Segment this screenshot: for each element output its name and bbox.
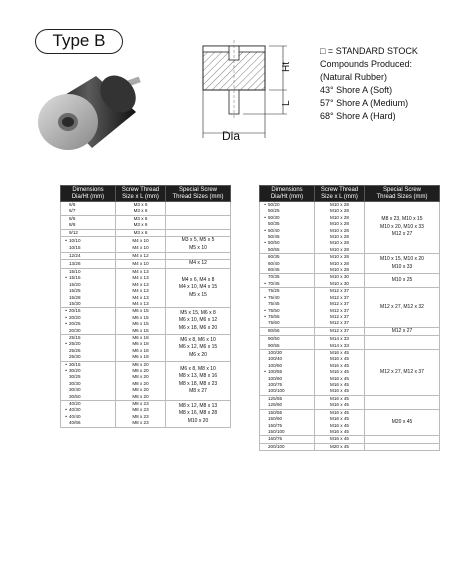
screw-size-value: M6 x 15	[132, 314, 149, 320]
special-thread-cell: M10 x 25	[365, 274, 440, 288]
left-specs-table	[60, 185, 231, 428]
dimension-value: 60/40	[268, 260, 280, 266]
table-row	[61, 268, 231, 307]
dimension-value: 50/55	[268, 246, 280, 252]
dimension-value: 40/66	[69, 420, 81, 426]
special-thread-cell: M12 x 27	[365, 327, 440, 336]
stock-info	[320, 45, 418, 123]
special-thread-cell	[365, 443, 440, 450]
dimension-value: • 20/20	[63, 315, 114, 321]
dimension-value: 90/50	[268, 336, 280, 342]
dimension-value: 30/30	[69, 380, 81, 386]
special-thread-cell: M6 x 8, M8 x 10 M8 x 13, M8 x 16 M8 x 18, M8 x 23 M8 x 27	[166, 361, 231, 400]
header-screw-thread: Screw Thread Size x L (mm)	[315, 186, 365, 202]
table-row	[61, 401, 231, 428]
dimension-value: • 10/10	[63, 238, 114, 244]
special-thread-cell: M4 x 6, M4 x 8 M4 x 10, M4 x 15 M5 x 15	[166, 268, 231, 307]
diameter-label: Dia	[222, 129, 241, 143]
dimension-value: • 20/25	[63, 321, 114, 327]
table-row	[61, 229, 231, 236]
screw-size-value: M6 x 18	[132, 335, 149, 340]
dimension-value: 6/6	[69, 202, 76, 207]
screw-size-value: M3 x 6	[133, 208, 148, 214]
screw-size-cell	[116, 202, 166, 216]
dimension-value: 150/60	[268, 416, 283, 422]
dimension-value: • 20/15	[63, 308, 114, 314]
screw-size-cell	[116, 401, 166, 428]
dimension-value: • 30/20	[63, 368, 114, 374]
screw-size-value: M6 x 15	[132, 321, 149, 327]
header-dimensions: Dimensions Dia/Ht (mm)	[61, 186, 116, 202]
table-row	[260, 254, 440, 274]
dimension-value: • 50/50	[262, 240, 313, 246]
screw-size-value: M16 x 45	[330, 382, 349, 388]
dimension-value: 30/40	[69, 387, 81, 393]
dimension-value: • 40/30	[63, 407, 114, 413]
screw-size-value: M10 x 30	[330, 274, 349, 280]
screw-size-value: M16 x 45	[330, 402, 349, 408]
dimensions-cell	[61, 229, 116, 236]
table-row	[260, 288, 440, 327]
screw-size-value: M16 x 45	[330, 362, 349, 368]
dimension-value: 15/20	[69, 281, 81, 287]
dimension-value: 8/8	[69, 222, 76, 228]
screw-size-value: M10 x 30	[330, 280, 349, 286]
screw-size-value: M14 x 33	[330, 342, 349, 348]
dimension-value: 20/30	[69, 327, 81, 333]
dimensions-cell	[260, 288, 315, 327]
dimensions-cell	[260, 409, 315, 436]
dimension-value: • 75/50	[262, 308, 313, 314]
table-row	[260, 436, 440, 443]
dimension-value: 80/66	[268, 328, 280, 334]
standard-stock-bullet-icon: •	[65, 413, 67, 419]
screw-size-value: M12 x 37	[330, 313, 349, 319]
rubber-mount-photo	[32, 64, 144, 156]
header-special-thread: Special Screw Thread Sizes (mm)	[166, 186, 231, 202]
dimension-value: 40/20	[69, 401, 81, 407]
screw-size-value: M4 x 13	[132, 294, 149, 300]
screw-size-value: M4 x 10	[132, 260, 149, 266]
info-line: □ = STANDARD STOCK	[320, 46, 418, 56]
screw-size-value: M16 x 45	[330, 350, 349, 356]
special-thread-cell	[166, 215, 231, 229]
table-row	[260, 202, 440, 254]
screw-size-value: M8 x 20	[132, 361, 149, 367]
info-line: Compounds Produced:	[320, 59, 413, 69]
screw-size-value: M6 x 18	[132, 341, 149, 347]
screw-size-value: M12 x 37	[330, 294, 349, 300]
dimensions-cell	[260, 443, 315, 450]
screw-size-cell	[116, 229, 166, 236]
screw-size-value: M4 x 13	[132, 281, 149, 287]
screw-size-value: M20 x 45	[330, 443, 349, 449]
standard-stock-bullet-icon: •	[264, 240, 266, 246]
screw-size-value: M4 x 13	[132, 300, 149, 306]
dimension-value: • 30/15	[63, 362, 114, 368]
dimensions-cell	[260, 327, 315, 336]
screw-size-cell	[116, 361, 166, 400]
screw-size-value: M8 x 20	[132, 368, 149, 374]
dimensions-cell	[260, 350, 315, 396]
dimension-value: 125/55	[268, 395, 283, 401]
special-thread-cell	[166, 253, 231, 260]
screw-size-value: M10 x 28	[330, 240, 349, 246]
dimensions-cell	[260, 395, 315, 409]
screw-size-value: M16 x 45	[330, 416, 349, 422]
special-thread-cell: M3 x 5, M5 x 5 M5 x 10	[166, 237, 231, 253]
table-row	[61, 260, 231, 269]
right-specs-table	[259, 185, 440, 451]
standard-stock-bullet-icon: •	[264, 214, 266, 220]
special-thread-cell	[166, 202, 231, 216]
standard-stock-bullet-icon: •	[264, 227, 266, 233]
screw-size-value: M8 x 23	[132, 401, 149, 407]
dimension-value: 25/15	[69, 335, 81, 340]
dimension-value: 9/12	[69, 229, 78, 235]
dimension-value: 150/75	[268, 422, 283, 428]
screw-size-cell	[315, 288, 365, 327]
dimension-value: 100/40	[268, 356, 283, 362]
dimensions-cell	[61, 202, 116, 216]
screw-size-cell	[315, 436, 365, 443]
screw-size-value: M4 x 10	[132, 244, 149, 250]
screw-size-value: M3 x 6	[133, 229, 148, 235]
standard-stock-bullet-icon: •	[65, 308, 67, 314]
standard-stock-bullet-icon: •	[65, 275, 67, 281]
screw-size-value: M8 x 20	[132, 374, 149, 380]
special-thread-cell: M10 x 15, M10 x 20 M10 x 33	[365, 254, 440, 274]
screw-size-value: M4 x 13	[132, 288, 149, 294]
table-row	[61, 253, 231, 260]
dimension-value: 100/30	[268, 350, 283, 356]
screw-size-value: M12 x 37	[330, 307, 349, 313]
screw-size-value: M10 x 28	[330, 267, 349, 273]
table-row	[61, 308, 231, 335]
screw-size-value: M8 x 20	[132, 380, 149, 386]
screw-size-cell	[116, 215, 166, 229]
dimension-value: • 50/20	[262, 202, 313, 208]
screw-size-cell	[116, 253, 166, 260]
dimension-value: 10/15	[69, 244, 81, 250]
screw-size-value: M16 x 45	[330, 422, 349, 428]
screw-size-cell	[116, 260, 166, 269]
dimension-value: 150/100	[268, 428, 285, 434]
screw-size-cell	[315, 443, 365, 450]
screw-size-value: M8 x 23	[132, 413, 149, 419]
standard-stock-bullet-icon: •	[264, 307, 266, 313]
dimensions-cell	[260, 436, 315, 443]
standard-stock-bullet-icon: •	[65, 407, 67, 413]
screw-size-value: M3 x 6	[133, 215, 148, 221]
screw-size-value: M10 x 28	[330, 208, 349, 214]
dimension-value: • 15/15	[63, 275, 114, 281]
dimension-value: 6/7	[69, 208, 76, 214]
screw-size-value: M16 x 45	[330, 409, 349, 415]
screw-size-value: M16 x 45	[330, 356, 349, 362]
dimension-value: • 50/40	[262, 228, 313, 234]
header-screw-thread: Screw Thread Size x L (mm)	[116, 186, 166, 202]
screw-size-cell	[315, 350, 365, 396]
screw-size-value: M8 x 20	[132, 393, 149, 399]
table-row	[260, 443, 440, 450]
dimensions-cell	[260, 336, 315, 350]
dimensions-cell	[260, 254, 315, 274]
dimension-value: • 75/55	[262, 314, 313, 320]
table-row	[260, 409, 440, 436]
dimension-value: 50/45	[268, 234, 280, 240]
dimension-value: 15/10	[69, 268, 81, 274]
screw-size-cell	[315, 274, 365, 288]
dimensions-cell	[61, 335, 116, 362]
info-line: (Natural Rubber)	[320, 72, 388, 82]
standard-stock-bullet-icon: •	[65, 314, 67, 320]
screw-size-value: M12 x 37	[330, 328, 349, 334]
screw-size-value: M10 x 28	[330, 246, 349, 252]
dimension-value: 30/25	[69, 374, 81, 380]
dimension-value: 160/75	[268, 436, 283, 442]
screw-size-value: M6 x 15	[132, 308, 149, 314]
screw-size-value: M10 x 28	[330, 254, 349, 260]
dimension-value: 13/26	[69, 260, 81, 266]
dimensions-cell	[61, 401, 116, 428]
screw-size-value: M14 x 33	[330, 336, 349, 342]
dimension-value: 8/6	[69, 215, 76, 221]
dimension-value: 75/25	[268, 288, 280, 294]
standard-stock-bullet-icon: •	[264, 294, 266, 300]
screw-size-value: M3 x 6	[133, 222, 148, 228]
table-row	[61, 335, 231, 362]
special-thread-cell: M12 x 27, M12 x 37	[365, 350, 440, 396]
screw-size-value: M4 x 10	[132, 238, 149, 244]
screw-size-cell	[315, 395, 365, 409]
screw-size-value: M12 x 37	[330, 301, 349, 307]
screw-size-value: M10 x 28	[330, 227, 349, 233]
table-row	[61, 361, 231, 400]
standard-stock-bullet-icon: •	[264, 313, 266, 319]
screw-size-cell	[315, 336, 365, 350]
dimension-value: 75/60	[268, 320, 280, 326]
header-special-thread: Special Screw Thread Sizes (mm)	[365, 186, 440, 202]
info-line: 57° Shore A (Medium)	[320, 98, 409, 108]
table-row	[260, 350, 440, 396]
screw-size-value: M10 x 28	[330, 202, 349, 207]
dimension-value: 15/30	[69, 300, 81, 306]
special-thread-cell: M8 x 23, M10 x 15 M10 x 20, M10 x 33 M12 x 27	[365, 202, 440, 254]
dimension-value: • 40/40	[63, 414, 114, 420]
screw-size-cell	[315, 254, 365, 274]
dimensions-cell	[260, 274, 315, 288]
standard-stock-bullet-icon: •	[65, 321, 67, 327]
dimensions-cell	[61, 361, 116, 400]
screw-size-value: M3 x 6	[133, 202, 148, 207]
screw-size-value: M8 x 20	[132, 387, 149, 393]
dimensions-cell	[61, 268, 116, 307]
screw-size-value: M16 x 45	[330, 428, 349, 434]
standard-stock-bullet-icon: •	[264, 369, 266, 375]
dimensions-cell	[61, 260, 116, 269]
mount-dimension-drawing	[193, 38, 305, 156]
dimension-value: 30/50	[69, 393, 81, 399]
dimension-value: 15/25	[69, 288, 81, 294]
special-thread-cell: M6 x 8, M6 x 10 M6 x 12, M6 x 15 M6 x 20	[166, 335, 231, 362]
screw-size-cell	[116, 237, 166, 253]
screw-size-cell	[315, 409, 365, 436]
dimension-value: 15/28	[69, 294, 81, 300]
screw-size-value: M10 x 28	[330, 221, 349, 227]
standard-stock-bullet-icon: •	[65, 341, 67, 347]
table-row	[260, 395, 440, 409]
standard-stock-bullet-icon: •	[65, 361, 67, 367]
dimension-value: 25/30	[69, 354, 81, 360]
screw-size-value: M10 x 28	[330, 234, 349, 240]
dimension-value: 200/100	[268, 443, 285, 449]
special-thread-cell: M20 x 45	[365, 409, 440, 436]
special-thread-cell	[365, 395, 440, 409]
screw-size-value: M12 x 37	[330, 320, 349, 326]
dimension-value: 100/50	[268, 362, 283, 368]
screw-size-value: M10 x 28	[330, 214, 349, 220]
screw-size-value: M10 x 28	[330, 260, 349, 266]
dimension-value: • 70/45	[262, 281, 313, 287]
screw-size-value: M6 x 18	[132, 347, 149, 353]
screw-size-value: M16 x 45	[330, 436, 349, 442]
screw-size-value: M16 x 45	[330, 369, 349, 375]
screw-size-value: M12 x 37	[330, 288, 349, 294]
dimension-value: 125/60	[268, 402, 283, 408]
dimensions-cell	[61, 215, 116, 229]
special-thread-cell	[166, 229, 231, 236]
dimension-value: 50/35	[268, 221, 280, 227]
standard-stock-bullet-icon: •	[65, 368, 67, 374]
screw-size-value: M6 x 18	[132, 354, 149, 360]
dimension-value: • 100/55	[262, 369, 313, 375]
dimension-value: 60/45	[268, 267, 280, 273]
dimensions-cell	[61, 237, 116, 253]
info-line: 43° Shore A (Soft)	[320, 85, 393, 95]
table-row	[260, 274, 440, 288]
screw-size-value: M16 x 45	[330, 388, 349, 394]
dimension-value: 75/45	[268, 301, 280, 307]
screw-size-value: M8 x 23	[132, 420, 149, 426]
standard-stock-bullet-icon: •	[264, 202, 266, 207]
product-type-label: Type B	[35, 29, 123, 54]
dimension-value: 90/55	[268, 342, 280, 348]
dimension-value: 25/25	[69, 347, 81, 353]
screw-size-value: M16 x 45	[330, 375, 349, 381]
dimension-value: 150/55	[268, 409, 283, 415]
table-row	[260, 336, 440, 350]
table-row	[61, 215, 231, 229]
screw-size-value: M4 x 13	[132, 275, 149, 281]
screw-size-value: M6 x 15	[132, 327, 149, 333]
screw-size-value: M8 x 23	[132, 407, 149, 413]
special-thread-cell	[365, 436, 440, 443]
screw-size-value: M4 x 12	[132, 253, 149, 259]
height-label: Ht	[281, 62, 292, 72]
dimension-value: 70/35	[268, 274, 280, 280]
screw-size-cell	[315, 202, 365, 254]
screw-size-cell	[116, 335, 166, 362]
screw-size-cell	[315, 327, 365, 336]
special-thread-cell	[365, 336, 440, 350]
standard-stock-bullet-icon: •	[65, 238, 67, 244]
screw-size-value: M4 x 13	[132, 268, 149, 274]
dimension-value: 12/24	[69, 253, 81, 259]
dimension-value: 100/60	[268, 375, 283, 381]
screw-size-value: M16 x 45	[330, 395, 349, 401]
special-thread-cell: M4 x 12	[166, 260, 231, 269]
dimension-value: • 50/30	[262, 215, 313, 221]
special-thread-cell: M12 x 27, M12 x 32	[365, 288, 440, 327]
dimensions-cell	[260, 202, 315, 254]
header-dimensions: Dimensions Dia/Ht (mm)	[260, 186, 315, 202]
table-row	[61, 202, 231, 216]
table-row	[61, 237, 231, 253]
dimension-value: • 25/20	[63, 341, 114, 347]
special-thread-cell: M5 x 15, M6 x 8 M6 x 10, M6 x 12 M6 x 18, M6 x 20	[166, 308, 231, 335]
dimension-value: 60/35	[268, 254, 280, 260]
table-row	[260, 327, 440, 336]
screw-size-cell	[116, 308, 166, 335]
special-thread-cell: M8 x 12, M8 x 13 M8 x 16, M8 x 28 M10 x 20	[166, 401, 231, 428]
dimensions-cell	[61, 253, 116, 260]
screw-size-cell	[116, 268, 166, 307]
dimension-value: • 75/40	[262, 295, 313, 301]
dimension-value: 100/75	[268, 382, 283, 388]
length-label: L	[281, 100, 292, 106]
dimension-value: 50/25	[268, 208, 280, 214]
info-line: 68° Shore A (Hard)	[320, 111, 396, 121]
dimensions-cell	[61, 308, 116, 335]
dimension-value: 100/100	[268, 388, 285, 394]
standard-stock-bullet-icon: •	[264, 280, 266, 286]
